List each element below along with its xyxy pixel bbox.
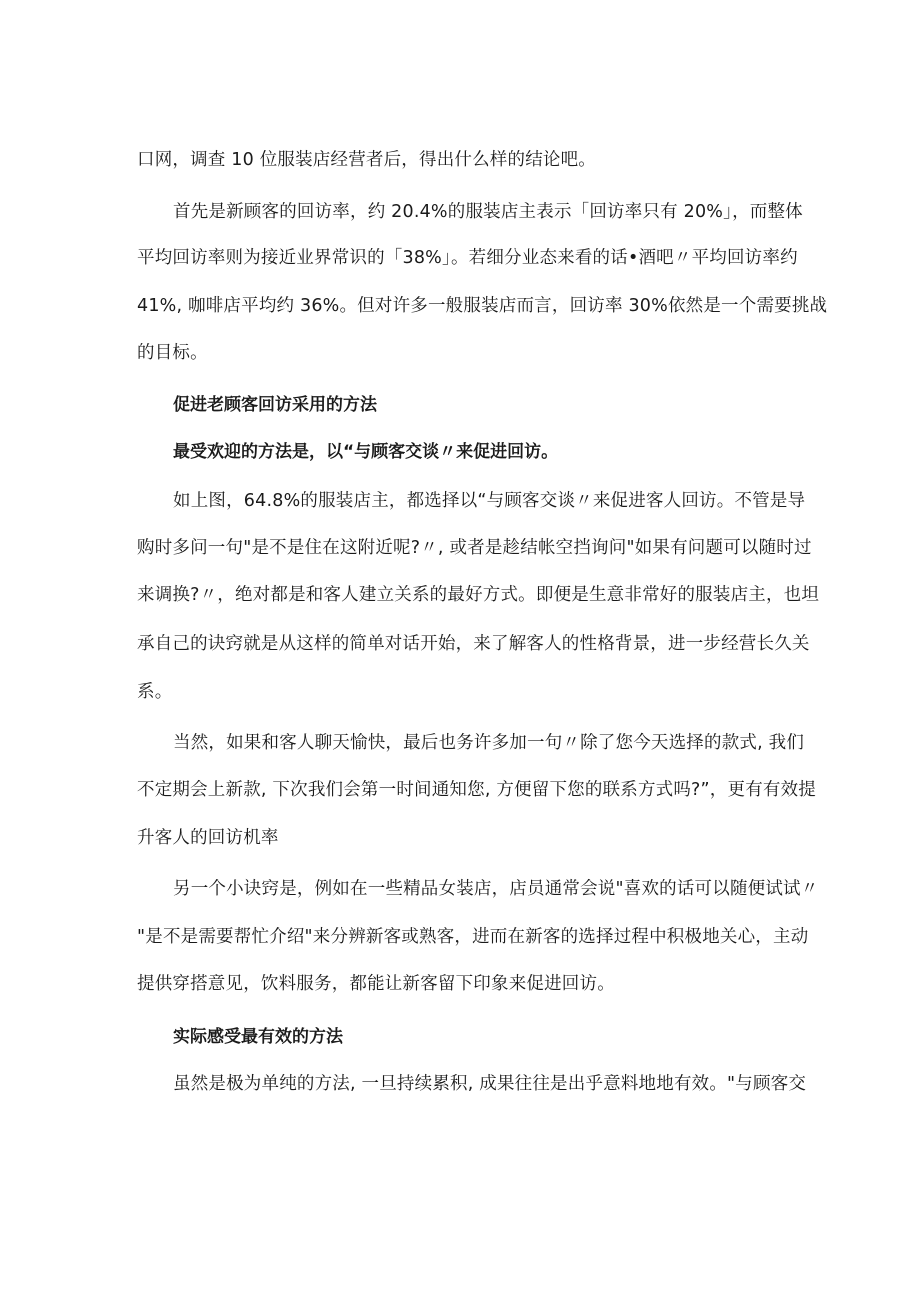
- paragraph-line: 口网，调查 10 位服装店经营者后，得出什么样的结论吧。: [137, 150, 596, 170]
- paragraph-line: 升客人的回访机率: [137, 828, 279, 848]
- paragraph-line: 来调换?〃，绝对都是和客人建立关系的最好方式。即便是生意非常好的服装店主，也坦: [137, 585, 820, 605]
- paragraph-line: 另一个小诀窍是，例如在一些精品女装店，店员通常会说"喜欢的话可以随便试试〃: [173, 879, 819, 899]
- paragraph-line: 当然，如果和客人聊天愉快，最后也务许多加一句〃除了您今天选择的款式, 我们: [173, 733, 805, 753]
- paragraph-line: 41%, 咖啡店平均约 36%。但对许多一般服装店而言，回访率 30%依然是一个需要挑战: [137, 296, 828, 316]
- paragraph-line: 提供穿搭意见，饮料服务，都能让新客留下印象来促进回访。: [137, 974, 615, 994]
- section-heading: 实际感受最有效的方法: [173, 1027, 343, 1047]
- section-subheading: 最受欢迎的方法是，以“与顾客交谈〃来促进回访。: [173, 442, 559, 462]
- section-heading: 促进老顾客回访采用的方法: [173, 395, 377, 415]
- paragraph-line: 的目标。: [137, 343, 208, 363]
- paragraph-line: 系。: [137, 682, 173, 702]
- paragraph-line: 虽然是极为单纯的方法, 一旦持续累积, 成果往往是出乎意料地地有效。"与顾客交: [173, 1074, 807, 1094]
- paragraph-line: 不定期会上新款, 下次我们会第一时间通知您, 方便留下您的联系方式吗?”，更有有效提: [137, 780, 817, 800]
- paragraph-line: 如上图，64.8%的服装店主，都选择以“与顾客交谈〃来促进客人回访。不管是导: [173, 491, 806, 511]
- paragraph-line: 首先是新顾客的回访率，约 20.4%的服装店主表示「回访率只有 20%」，而整体: [173, 202, 803, 222]
- paragraph-line: "是不是需要帮忙介绍"来分辨新客或熟客，进而在新客的选择过程中积极地关心，主动: [137, 927, 809, 947]
- paragraph-line: 承自己的诀窍就是从这样的简单对话开始，来了解客人的性格背景，进一步经营长久关: [137, 634, 810, 654]
- paragraph-line: 购时多问一句"是不是住在这附近呢?〃, 或者是趁结帐空挡询问"如果有问题可以随时过: [137, 538, 812, 558]
- paragraph-line: 平均回访率则为接近业界常识的「38%」。若细分业态来看的话•酒吧〃平均回访率约: [137, 248, 798, 268]
